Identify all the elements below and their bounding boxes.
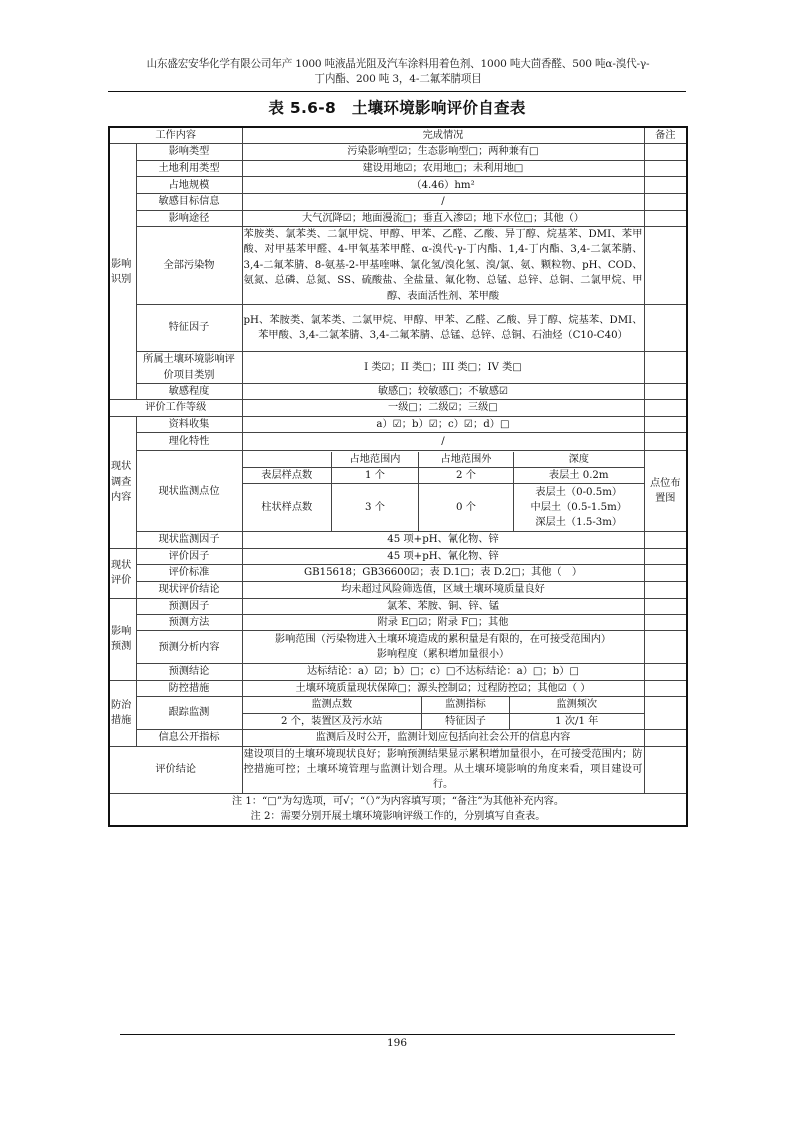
row-label: 敏感程度 [136,384,242,400]
row-remark [644,680,687,696]
column-outside: 0 个 [419,484,514,531]
row-value: 一级□；二级☑；三级□ [242,400,644,416]
row-label: 土地利用类型 [136,160,242,176]
row-value: 监测后及时公开，监测计划应包括向社会公开的信息内容 [242,730,644,746]
conclusion-value: 建设项目的土壤环境现状良好；影响预测结果显示累积增加量很小，在可接受范围内；防控措施可控；土壤环境管理与监测计划合理。从土壤环境影响的角度来看，项目建设可行。 [242,746,644,793]
row-value: a）☑；b）☑；c）☑；d）□ [242,416,644,432]
row-remark [644,664,687,680]
row-value: 氯苯、苯胺、铜、锌、锰 [242,598,644,614]
table-row [109,210,687,226]
table-title: 表 5.6-8 土壤环境影响评价自查表 [268,99,526,117]
row-label: 敏感目标信息 [136,194,242,210]
row-remark [644,532,687,548]
subtable-header: 占地范围内 [332,452,419,468]
table-row [109,631,687,664]
column-sample-label: 柱状样点数 [243,484,332,531]
subtable-header: 监测指标 [422,697,510,713]
page-number: 196 [386,1037,408,1049]
table-row [109,598,687,614]
row-value: 苯胺类、氯苯类、二氯甲烷、甲醇、甲苯、乙醛、乙酸、异丁醇、烷基苯、DMI、苯甲酸、对甲基苯甲醛、4-甲氧基苯甲醛、α-溴代-γ-丁内酯、1,4-丁内酯、3,4-二氯苯腈、3,4-二氟苯腈、8-氨基-2-甲基喹啉、氯化氢/溴化氢、溴/氯、氨、颗粒物、pH、COD、氨氮、总磷、总氮、SS、硫酸盐、全盐量、氟化物、总锰、总锌、总铜、二氯甲烷、甲醇、表面活性剂、苯甲酸 [242,227,644,305]
depth-line: 表层土（0-0.5m） [535,486,623,498]
table-header-row [109,127,687,144]
document-header [108,57,688,87]
row-label: 预测结论 [136,664,242,680]
table-row [109,416,687,432]
row-label: 影响类型 [136,144,242,160]
point-layout-remark: 点位布置图 [644,451,687,532]
footer-rule [120,1034,675,1035]
table-row [109,194,687,210]
row-remark [644,582,687,598]
analysis-line: 影响程度（累积增加量很小） [376,649,510,661]
group-impact-identification: 影响识别 [109,144,136,400]
header-line-2: 丁内酯、200 吨 3，4-二氟苯腈项目 [314,73,482,85]
row-label: 信息公开指标 [136,730,242,746]
table-row [109,548,687,564]
row-label: 全部污染物 [136,227,242,305]
monitoring-points-subtable [243,452,644,531]
table-row [109,160,687,176]
analysis-line: 影响范围（污染物进入土壤环境造成的累积量是有限的，在可接受范围内） [274,633,612,645]
row-remark [644,384,687,400]
table-row [109,177,687,194]
row-label: 跟踪监测 [136,697,242,730]
surface-sample-label: 表层样点数 [243,468,332,484]
table-row [109,451,687,532]
table-row [109,730,687,746]
row-label: 影响途径 [136,210,242,226]
row-value: / [242,433,644,451]
row-label: 资料收集 [136,416,242,432]
monitoring-points-subtable-cell [242,451,644,532]
row-remark [644,144,687,160]
row-label: 所属土壤环境影响评价项目类别 [136,352,242,384]
row-value: 建设用地☑；农用地□；未利用地□ [242,160,644,176]
row-remark [644,177,687,194]
row-value: 土壤环境质量现状保障□；源头控制☑；过程防控☑；其他☑（ ） [242,680,644,696]
table-row [109,384,687,400]
row-label: 评价结论 [109,746,242,793]
table-row [109,565,687,582]
subtable-header: 深度 [514,452,644,468]
depth-line: 深层土（1.5-3m） [535,517,623,529]
surface-inside: 1 个 [332,468,419,484]
row-value: 45 项+pH、氰化物、锌 [242,532,644,548]
header-line-1: 山东盛宏安华化学有限公司年产 1000 吨液晶光阻及汽车涂料用着色剂、1000 吨大茴香醛、500 吨α-溴代-γ- [146,58,650,70]
row-label: 预测分析内容 [136,631,242,664]
row-remark [644,227,687,305]
header-completion: 完成情况 [242,127,644,144]
group-status-assessment: 现状评价 [109,548,136,598]
subtable-header: 监测点数 [243,697,422,713]
header-rule [108,91,686,92]
group-impact-prediction: 影响预测 [109,598,136,680]
row-remark [644,433,687,451]
row-label: 防控措施 [136,680,242,696]
row-value: 均未超过风险筛选值，区域土壤环境质量良好 [242,582,644,598]
table-row [109,697,687,730]
row-remark [644,210,687,226]
row-remark [644,631,687,664]
soil-impact-checklist-table [108,126,688,827]
table-row [109,680,687,696]
surface-depth: 表层土 0.2m [514,468,644,484]
row-remark [644,614,687,630]
row-label: 评价工作等级 [109,400,242,416]
row-value: 达标结论：a）☑；b）□；c）□不达标结论：a）□；b）□ [242,664,644,680]
row-label: 特征因子 [136,305,242,352]
row-value: 敏感□；较敏感□；不敏感☑ [242,384,644,400]
row-value: 45 项+pH、氰化物、锌 [242,548,644,564]
row-label: 评价因子 [136,548,242,564]
table-row [109,352,687,384]
table-row [109,305,687,352]
row-value: 大气沉降☑；地面漫流□；垂直入渗☑；地下水位□；其他（） [242,210,644,226]
notes [109,793,687,825]
row-value: pH、苯胺类、氯苯类、二氯甲烷、甲醇、甲苯、乙醛、乙酸、异丁醇、烷基苯、DMI、苯甲酸、3,4-二氯苯腈、3,4-二氟苯腈、总锰、总锌、总铜、石油烃（C10-C40） [242,305,644,352]
tracking-points: 2 个，装置区及污水站 [243,713,422,729]
column-depth [514,484,644,531]
row-remark [644,697,687,730]
row-value: I 类☑；II 类□；III 类□；IV 类□ [242,352,644,384]
table-row [109,582,687,598]
row-remark [644,548,687,564]
table-row [109,614,687,630]
note-1: 注 1：“□”为勾选项，可√；“（）”为内容填写项；“备注”为其他补充内容。 [231,795,565,807]
row-remark [644,416,687,432]
tracking-indicator: 特征因子 [422,713,510,729]
table-row [109,532,687,548]
tracking-subtable-cell [242,697,644,730]
tracking-frequency: 1 次/1 年 [510,713,644,729]
depth-line: 中层土（0.5-1.5m） [530,502,627,514]
row-remark [644,598,687,614]
row-remark [644,400,687,416]
column-inside: 3 个 [332,484,419,531]
row-value: （4.46）hm² [242,177,644,194]
row-remark [644,730,687,746]
row-label: 占地规模 [136,177,242,194]
row-value: 污染影响型☑；生态影响型□；两种兼有□ [242,144,644,160]
row-label: 预测因子 [136,598,242,614]
row-label: 理化特性 [136,433,242,451]
header-remark: 备注 [644,127,687,144]
row-remark [644,746,687,793]
subtable-header: 占地范围外 [419,452,514,468]
note-2: 注 2：需要分别开展土壤环境影响评级工作的，分别填写自查表。 [250,811,546,823]
row-label: 评价标准 [136,565,242,582]
group-status-survey: 现状调查内容 [109,416,136,548]
row-remark [644,194,687,210]
table-row [109,144,687,160]
header-work-content: 工作内容 [109,127,242,144]
subtable-header [243,452,332,468]
row-remark [644,305,687,352]
table-row [109,433,687,451]
row-value: 附录 E□☑；附录 F□；其他 [242,614,644,630]
group-control-measures: 防治措施 [109,680,136,746]
notes-row [109,793,687,825]
row-value: GB15618；GB36600☑；表 D.1□；表 D.2□；其他（ ） [242,565,644,582]
row-value: / [242,194,644,210]
subtable-header: 监测频次 [510,697,644,713]
row-value [242,631,644,664]
row-label: 现状监测因子 [136,532,242,548]
row-remark [644,160,687,176]
table-row [109,746,687,793]
table-row [109,400,687,416]
row-label: 预测方法 [136,614,242,630]
surface-outside: 2 个 [419,468,514,484]
table-row [109,227,687,305]
row-remark [644,565,687,582]
table-row [109,664,687,680]
row-remark [644,352,687,384]
tracking-monitoring-subtable [243,697,644,729]
row-label: 现状评价结论 [136,582,242,598]
row-label: 现状监测点位 [136,451,242,532]
